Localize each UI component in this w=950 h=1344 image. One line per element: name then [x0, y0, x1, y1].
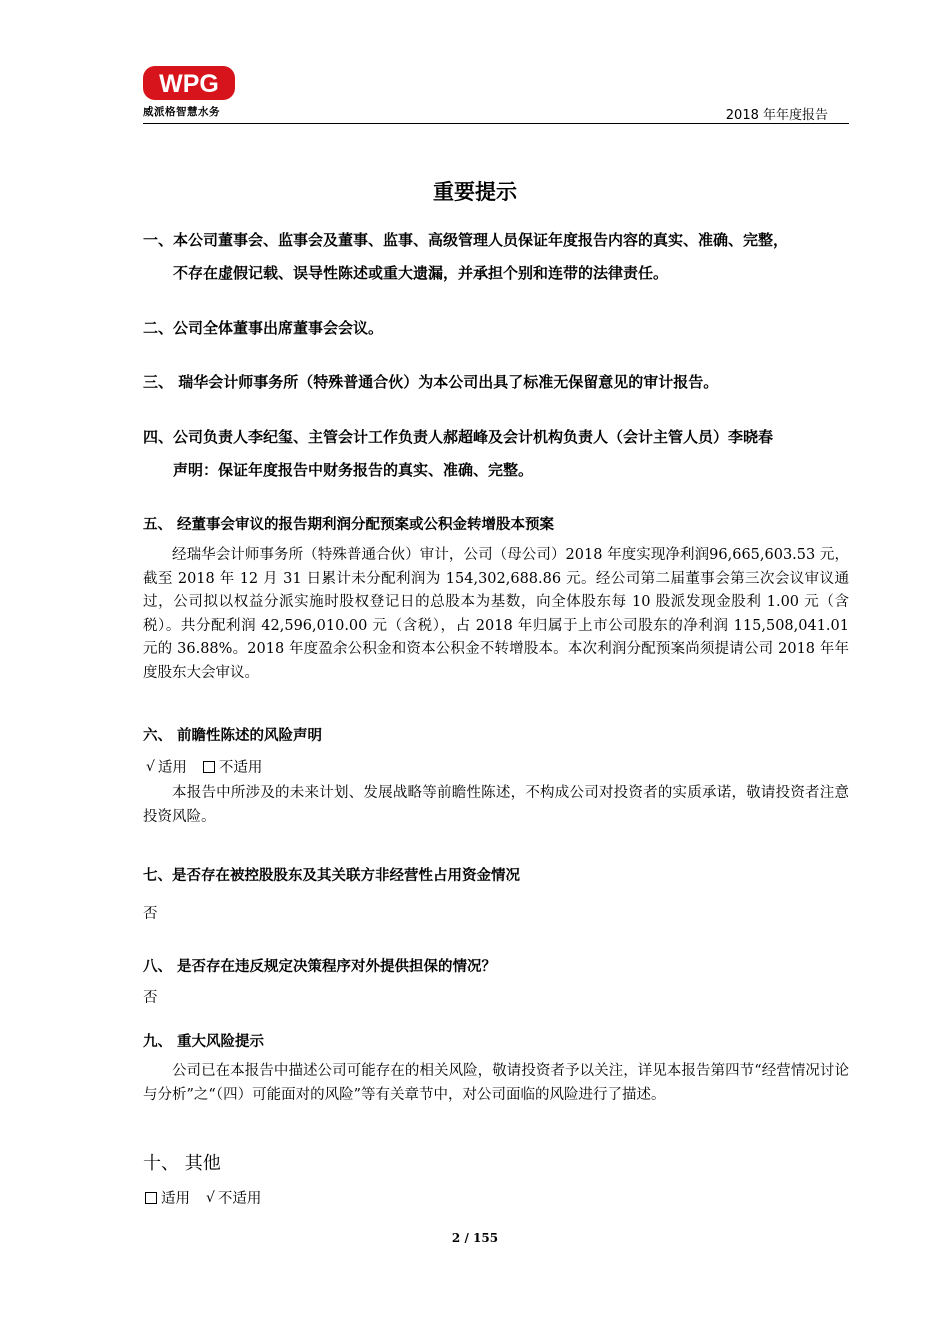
- item-nine-heading: 九、 重大风险提示: [143, 1034, 265, 1050]
- wpg-logo-icon: [143, 66, 235, 100]
- checkmark-icon: √: [146, 758, 155, 775]
- header-divider: [143, 123, 849, 124]
- item-five-heading: 五、 经董事会审议的报告期利润分配预案或公积金转增股本预案: [143, 517, 555, 533]
- six-applicable-label: 适用: [157, 760, 187, 776]
- item-six-body: [143, 782, 849, 829]
- item-eight-answer: 否: [143, 990, 158, 1006]
- ten-applicability: [145, 1187, 261, 1208]
- item-nine-body: [143, 1060, 849, 1107]
- item-one-line1: 一、本公司董事会、监事会及董事、监事、高级管理人员保证年度报告内容的真实、准确、完整，: [143, 231, 789, 249]
- item-seven-answer: 否: [143, 906, 158, 922]
- page-number: 2 / 155: [451, 1231, 499, 1245]
- item-five-body: [143, 544, 849, 685]
- logo-subtitle: 威派格智慧水务: [143, 106, 220, 118]
- report-label: 2018 年年度报告: [725, 108, 828, 123]
- page-header: [143, 66, 849, 126]
- logo-text: WPG: [159, 70, 219, 98]
- six-body-text: 本报告中所涉及的未来计划、发展战略等前瞻性陈述，不构成公司对投资者的实质承诺，敬请投资者注意投资风险。: [143, 785, 849, 825]
- item-four-line2: 声明：保证年度报告中财务报告的真实、准确、完整。: [173, 461, 534, 479]
- empty-checkbox-icon: [145, 1192, 157, 1204]
- item-two: 二、公司全体董事出席董事会会议。: [143, 319, 384, 337]
- item-six-heading: 六、 前瞻性陈述的风险声明: [143, 728, 323, 744]
- checkmark-icon: √: [206, 1189, 215, 1206]
- ten-not-applicable-label: 不适用: [217, 1191, 262, 1207]
- item-eight-heading: 八、 是否存在违反规定决策程序对外提供担保的情况？: [143, 959, 497, 975]
- company-logo: [143, 66, 239, 120]
- empty-checkbox-icon: [203, 761, 215, 773]
- five-body-text: 经瑞华会计师事务所（特殊普通合伙）审计，公司（母公司）2018 年度实现净利润96,665,603.53 元，截至 2018 年 12 月 31 日累计未分配利润为 154,302,688.86 元。经公司第二届董事会第三次会议审议通过，公司拟以权益分派实施时股权登记日的总股本为基数，向全体股东每 10 股派发现金股利 1.00 元（含税）。共分配利润 42,596,010.00 元（含税），占 2018 年归属于上市公司股东的净利润 115,508,041.01 元的 36.88%。2018 年度盈余公积金和资本公积金不转增股本。本次利润分配预案尚须提请公司 2018 年年度股东大会审议。: [143, 547, 849, 681]
- page-title: 重要提示: [433, 180, 517, 204]
- ten-applicable-label: 适用: [161, 1191, 190, 1207]
- nine-body-text: 公司已在本报告中描述公司可能存在的相关风险，敬请投资者予以关注，详见本报告第四节“经营情况讨论与分析”之“（四）可能面对的风险”等有关章节中，对公司面临的风险进行了描述。: [143, 1063, 849, 1103]
- item-three: 三、 瑞华会计师事务所（特殊普通合伙）为本公司出具了标准无保留意见的审计报告。: [143, 373, 719, 391]
- six-not-applicable-label: 不适用: [218, 760, 263, 776]
- item-one-line2: 不存在虚假记载、误导性陈述或重大遗漏，并承担个别和连带的法律责任。: [173, 264, 669, 282]
- item-seven-heading: 七、是否存在被控股股东及其关联方非经营性占用资金情况: [143, 868, 520, 884]
- item-ten-heading: 十、 其他: [143, 1153, 221, 1174]
- six-applicability: [146, 756, 262, 777]
- item-four-line1: 四、公司负责人李纪玺、主管会计工作负责人郝超峰及会计机构负责人（会计主管人员）李晓春: [143, 428, 774, 446]
